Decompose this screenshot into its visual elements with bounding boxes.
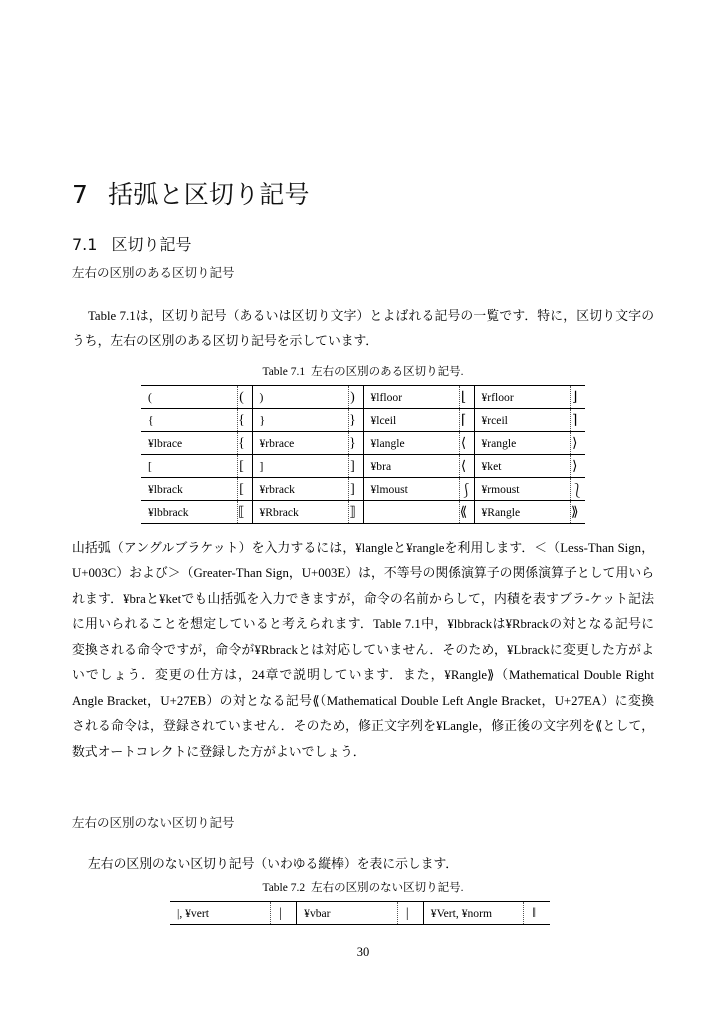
cell-glyph: { — [237, 432, 252, 455]
cell-glyph: ⟨ — [459, 432, 474, 455]
table-row — [141, 409, 585, 432]
cell-glyph: ‖ — [524, 902, 550, 925]
cell-command: } — [252, 409, 348, 432]
chapter-number: 7 — [72, 179, 89, 209]
page-number: 30 — [356, 945, 370, 959]
cell-command: |, ¥vert — [170, 902, 271, 925]
cell-command: ¥vbar — [297, 902, 398, 925]
cell-command: ¥lfloor — [363, 386, 459, 409]
cell-glyph: } — [348, 432, 363, 455]
cell-glyph: ⌋ — [570, 386, 585, 409]
table-delimiters-without-lr — [170, 901, 550, 925]
table-71-caption-text: 左右の区別のある区切り記号. — [311, 366, 464, 378]
cell-glyph: ⎰ — [459, 478, 474, 501]
paragraph-angle-brackets: 山括弧（アングルブラケット）を入力するには，¥langleと¥rangleを利用します．＜（Less-Than Sign，U+003C）および＞（Greater-Than Sign，U+003E）は，不等号の関係演算子の関係演算子として用いられます．¥braと¥ketでも山括弧を入力できますが，命令の名前からして，内積を表すブラ-ケット記法に用いられることを想定していると考えられます．Table 7.1中，¥lbbrackは¥Rbrackの対となる記号に変換される命令ですが，命令が¥Rbrackとは対応していません．そのため，¥Lbrackに変更した方がよいでしょう．変更の仕方は，24章で説明しています．また，¥Rangle⟫（Mathematical Double Right Angle Bracket，U+27EB）の対となる記号⟪（Mathematical Double Left Angle Bracket，U+27EA）に変換される命令は，登録されていません．そのため，修正文字列を¥Langle，修正後の文字列を⟪として，数式オートコレクトに登録した方がよいでしょう． — [72, 540, 654, 759]
cell-glyph: ⟪ — [459, 501, 474, 524]
table-71-caption-label: Table 7.1 — [262, 366, 306, 378]
cell-command: ¥langle — [363, 432, 459, 455]
cell-command: ¥lmoust — [363, 478, 459, 501]
table-row — [141, 478, 585, 501]
cell-glyph: } — [348, 409, 363, 432]
table-72-body — [170, 902, 550, 925]
paragraph-no-lr — [72, 852, 654, 878]
cell-glyph: ⟦ — [237, 501, 252, 524]
table-delimiters-with-lr — [141, 385, 585, 524]
cell-glyph: [ — [237, 478, 252, 501]
chapter-title: 括弧と区切り記号 — [108, 179, 310, 209]
page-title — [72, 175, 310, 211]
cell-command: ) — [252, 386, 348, 409]
subheading-with-left-right-distinction: 左右の区別のある区切り記号 — [72, 265, 235, 280]
cell-command: ¥Rangle — [474, 501, 570, 524]
cell-command — [363, 501, 459, 524]
cell-command: ¥ket — [474, 455, 570, 478]
cell-glyph: ⟨ — [459, 455, 474, 478]
table-71-body — [141, 386, 585, 524]
cell-glyph: ⌊ — [459, 386, 474, 409]
cell-command: ¥Rbrack — [252, 501, 348, 524]
cell-command: ¥rbrack — [252, 478, 348, 501]
cell-glyph: ⟩ — [570, 432, 585, 455]
table-row — [141, 501, 585, 524]
table-72-caption — [0, 879, 726, 895]
cell-command: ¥bra — [363, 455, 459, 478]
table-row — [141, 386, 585, 409]
cell-glyph: ⟧ — [348, 501, 363, 524]
cell-command: ( — [141, 386, 237, 409]
cell-glyph: { — [237, 409, 252, 432]
cell-glyph: ) — [348, 386, 363, 409]
table-72-caption-label: Table 7.2 — [262, 882, 306, 894]
cell-command: { — [141, 409, 237, 432]
table-row — [170, 902, 550, 925]
cell-glyph: ] — [348, 478, 363, 501]
cell-glyph: ⎱ — [570, 478, 585, 501]
cell-command: ¥rmoust — [474, 478, 570, 501]
cell-glyph: ⟩ — [570, 455, 585, 478]
section-number: 7.1 — [72, 235, 98, 255]
table-row — [141, 432, 585, 455]
cell-glyph: ] — [348, 455, 363, 478]
cell-command: ] — [252, 455, 348, 478]
cell-command: ¥rangle — [474, 432, 570, 455]
paragraph-intro — [72, 304, 654, 355]
subheading-without-left-right-distinction: 左右の区別のない区切り記号 — [72, 815, 235, 830]
cell-glyph: ⟫ — [570, 501, 585, 524]
table-71-caption — [0, 363, 726, 379]
table-row — [141, 455, 585, 478]
cell-glyph: ⌉ — [570, 409, 585, 432]
cell-command: ¥lbrace — [141, 432, 237, 455]
section-heading — [72, 232, 191, 255]
cell-command: ¥lbrack — [141, 478, 237, 501]
cell-command: [ — [141, 455, 237, 478]
cell-glyph: | — [397, 902, 423, 925]
cell-command: ¥Vert, ¥norm — [423, 902, 524, 925]
cell-glyph: | — [271, 902, 297, 925]
cell-command: ¥rceil — [474, 409, 570, 432]
cell-glyph: ( — [237, 386, 252, 409]
paragraph-no-lr-text: 左右の区別のない区切り記号（いわゆる縦棒）を表に示します． — [88, 856, 459, 871]
cell-command: ¥rbrace — [252, 432, 348, 455]
section-title: 区切り記号 — [111, 235, 192, 255]
paragraph-intro-text: Table 7.1は，区切り記号（あるいは区切り文字）とよばれる記号の一覧です．特に，区切り文字のうち，左右の区別のある区切り記号を示しています． — [72, 308, 654, 349]
cell-command: ¥rfloor — [474, 386, 570, 409]
cell-command: ¥lbbrack — [141, 501, 237, 524]
cell-glyph: [ — [237, 455, 252, 478]
table-72-caption-text: 左右の区別のない区切り記号. — [311, 882, 464, 894]
cell-glyph: ⌈ — [459, 409, 474, 432]
cell-command: ¥lceil — [363, 409, 459, 432]
